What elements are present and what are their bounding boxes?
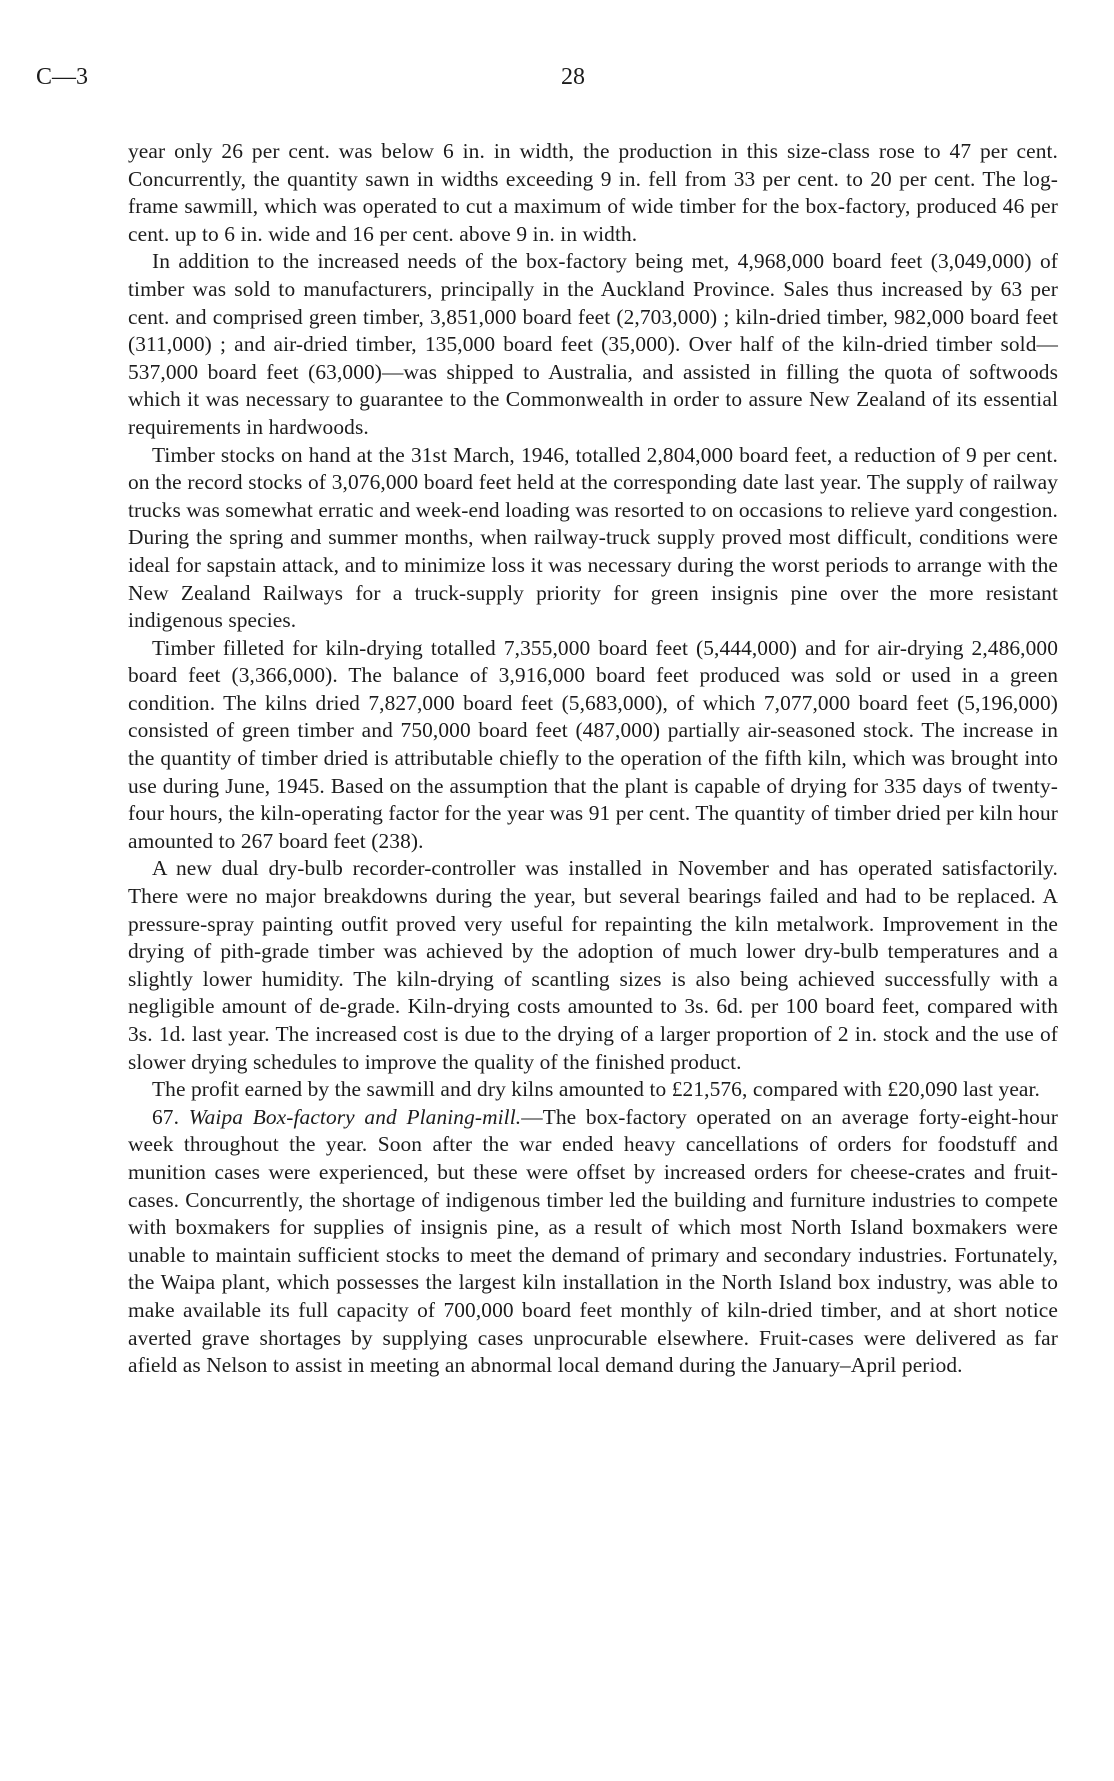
paragraph-section-67	[128, 1104, 1058, 1380]
section-number: 67.	[152, 1104, 180, 1129]
section-heading: Waipa Box-factory and Planing-mill.	[188, 1104, 522, 1129]
body-text	[128, 138, 1058, 1380]
paragraph-kiln-drying: Timber filleted for kiln-drying totalled 7,355,000 board feet (5,444,000) and for air-drying 2,486,000 board feet (3,366,000). The balance of 3,916,000 board feet produced was sold or used in a green condition. The kilns dried 7,827,000 board feet (5,683,000), of which 7,077,000 board feet (5,196,000) consisted of green timber and 750,000 board feet (487,000) partially air-seasoned stock. The increase in the quantity of timber dried is attributable chiefly to the operation of the fifth kiln, which was brought into use during June, 1945. Based on the assumption that the plant is capable of drying for 335 days of twenty-four hours, the kiln-operating factor for the year was 91 per cent. The quantity of timber dried per kiln hour amounted to 267 board feet (238).	[128, 635, 1058, 853]
paragraph-timber-sales: In addition to the increased needs of the box-factory being met, 4,968,000 board feet (3,049,000) of timber was sold to manufacturers, principally in the Auckland Province. Sales thus increased by 63 per cent. and comprised green timber, 3,851,000 board feet (2,703,000) ; kiln-dried timber, 982,000 board feet (311,000) ; and air-dried timber, 135,000 board feet (35,000). Over half of the kiln-dried timber sold—537,000 board feet (63,000)—was shipped to Australia, and assisted in filling the quota of softwoods which it was necessary to guarantee to the Commonwealth in order to assure New Zealand of its essential requirements in hardwoods.	[128, 249, 1058, 439]
report-reference: C—3	[36, 64, 89, 90]
section-text: —The box-factory operated on an average forty-eight-hour week throughout the year. Soon after the war ended heavy cancellations of orders for foodstuff and munition cases were experienced, but these were offset by increased orders for cheese-crates and fruit-cases. Concurrently, the shortage of indigenous timber led the building and furniture industries to compete with boxmakers for supplies of insignis pine, as a result of which most North Island boxmakers were unable to maintain sufficient stocks to meet the demand of primary and secondary industries. Fortunately, the Waipa plant, which possesses the largest kiln installation in the North Island box industry, was able to make available its full capacity of 700,000 board feet monthly of kiln-dried timber, and at short notice averted grave shortages by supplying cases unprocurable elsewhere. Fruit-cases were delivered as far afield as Nelson to assist in meeting an abnormal local demand during the January–April period.	[128, 1104, 1058, 1378]
paragraph-profit: The profit earned by the sawmill and dry kilns amounted to £21,576, compared with £20,090 last year.	[152, 1077, 1041, 1102]
page-number: 28	[561, 64, 585, 90]
paragraph-timber-stocks: Timber stocks on hand at the 31st March, 1946, totalled 2,804,000 board feet, a reduction of 9 per cent. on the record stocks of 3,076,000 board feet held at the corresponding date last year. The supply of railway trucks was somewhat erratic and week-end loading was resorted to on occasions to relieve yard congestion. During the spring and summer months, when railway-truck supply proved most difficult, conditions were ideal for sapstain attack, and to minimize loss it was necessary during the worst periods to arrange with the New Zealand Railways for a truck-supply priority for green insignis pine over the more resistant indigenous species.	[128, 442, 1058, 633]
running-head	[36, 64, 1076, 104]
paragraph-recorder-controller: A new dual dry-bulb recorder-controller was installed in November and has operated satisfactorily. There were no major breakdowns during the year, but several bearings failed and had to be replaced. A pressure-spray painting outfit proved very useful for repainting the kiln metalwork. Improvement in the drying of pith-grade timber was achieved by the adoption of much lower dry-bulb temperatures and a slightly lower humidity. The kiln-drying of scantling sizes is also being achieved successfully with a negligible amount of de-grade. Kiln-drying costs amounted to 3s. 6d. per 100 board feet, compared with 3s. 1d. last year. The increased cost is due to the drying of a larger proportion of 2 in. stock and the use of slower drying schedules to improve the quality of the finished product.	[128, 856, 1058, 1074]
paragraph-continuation: year only 26 per cent. was below 6 in. in width, the production in this size-class rose to 47 per cent. Concurrently, the quantity sawn in widths exceeding 9 in. fell from 33 per cent. to 20 per cent. The log-frame sawmill, which was operated to cut a maximum of wide timber for the box-factory, produced 46 per cent. up to 6 in. wide and 16 per cent. above 9 in. in width.	[128, 139, 1058, 246]
